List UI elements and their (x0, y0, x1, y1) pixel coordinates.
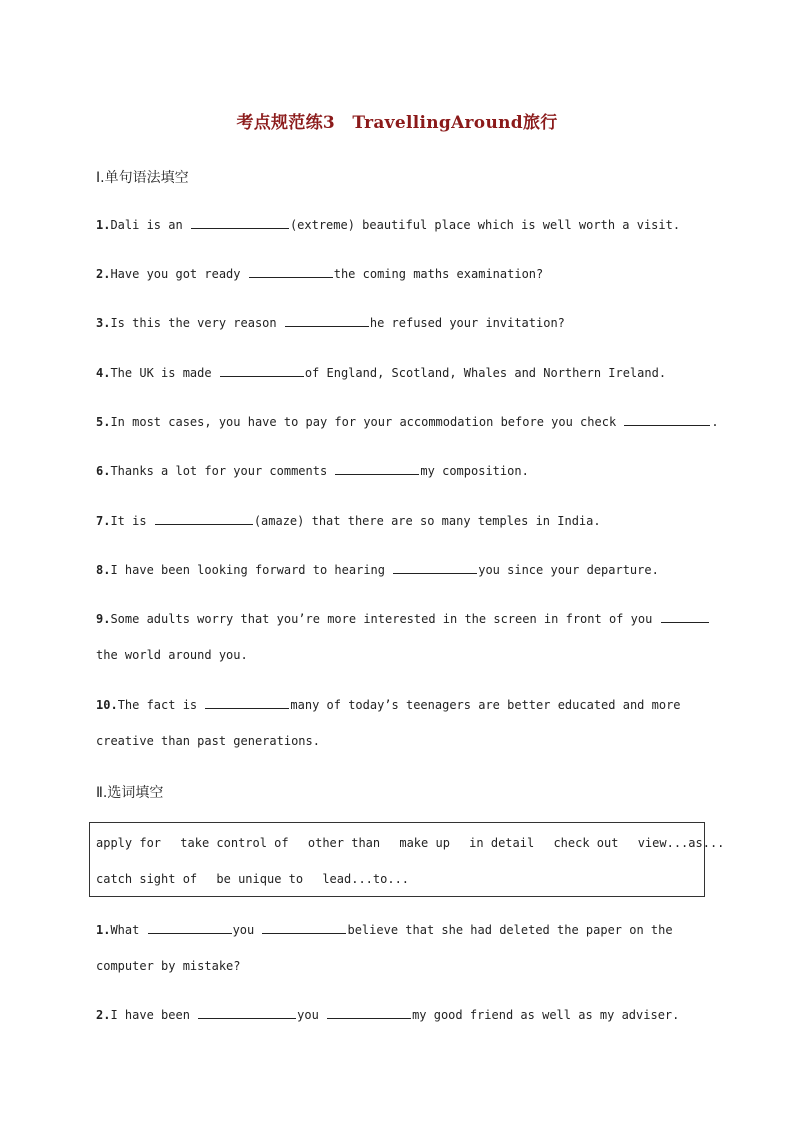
word-bank-box (89, 822, 725, 897)
question-number: 3. (96, 316, 111, 330)
question-8 (96, 552, 708, 588)
question-text: Dali is an (110, 218, 190, 232)
question-text: (extreme) beautiful place which is well worth a visit. (289, 218, 681, 232)
section-1-heading: Ⅰ.单句语法填空 (96, 170, 189, 186)
section-2-question-1-continued: computer by mistake? (96, 959, 241, 973)
question-text: Is this the very reason (110, 316, 284, 330)
answer-blank[interactable] (205, 695, 289, 709)
question-10 (96, 687, 708, 723)
question-number: 4. (96, 366, 111, 380)
question-10-continued: creative than past generations. (96, 734, 320, 748)
answer-blank[interactable] (191, 215, 289, 229)
word-bank-item: check out (553, 836, 619, 850)
section-2-question-1 (96, 912, 708, 948)
question-text: believe that she had deleted the paper on the (347, 923, 673, 937)
question-text: you (232, 923, 262, 937)
answer-blank[interactable] (285, 313, 369, 327)
question-text: (amaze) that there are so many temples in India. (253, 514, 601, 528)
question-text: my good friend as well as my adviser. (412, 1008, 680, 1022)
question-text: In most cases, you have to pay for your accommodation before you check (110, 415, 624, 429)
word-bank-item: other than (307, 836, 381, 850)
answer-blank[interactable] (327, 1005, 411, 1019)
question-text: my composition. (420, 464, 529, 478)
question-text: many of today’s teenagers are better educated and more (290, 698, 681, 712)
question-text: The fact is (117, 698, 205, 712)
question-number: 8. (96, 563, 111, 577)
word-bank-item: take control of (180, 836, 289, 850)
answer-blank[interactable] (249, 264, 333, 278)
section-2-question-2 (96, 997, 708, 1033)
question-text: I have been looking forward to hearing (110, 563, 393, 577)
answer-blank[interactable] (262, 920, 346, 934)
question-number: 1. (96, 923, 111, 937)
question-4 (96, 355, 708, 391)
question-number: 5. (96, 415, 111, 429)
answer-blank[interactable] (148, 920, 232, 934)
word-bank-item: make up (399, 836, 450, 850)
answer-blank[interactable] (198, 1005, 296, 1019)
question-number: 2. (96, 1008, 111, 1022)
question-text: What (110, 923, 147, 937)
answer-blank[interactable] (220, 363, 304, 377)
question-text: you (297, 1008, 327, 1022)
word-bank-item: be unique to (216, 872, 304, 886)
word-bank-item: in detail (469, 836, 535, 850)
question-6 (96, 453, 708, 489)
question-7 (96, 503, 708, 539)
question-9 (96, 601, 708, 637)
question-number: 1. (96, 218, 111, 232)
word-bank-item: lead...to... (322, 872, 410, 886)
answer-blank[interactable] (335, 461, 419, 475)
question-text: Some adults worry that you’re more interested in the screen in front of you (110, 612, 660, 626)
question-text: The UK is made (110, 366, 219, 380)
question-text: I have been (110, 1008, 198, 1022)
answer-blank[interactable] (661, 609, 709, 623)
word-bank-row-1 (96, 836, 736, 850)
question-text: the coming maths examination? (333, 267, 544, 281)
question-text: Have you got ready (110, 267, 248, 281)
answer-blank[interactable] (624, 412, 710, 426)
question-text: you since your departure. (478, 563, 659, 577)
question-text: It is (110, 514, 154, 528)
section-2-heading: Ⅱ.选词填空 (96, 785, 164, 801)
question-9-continued: the world around you. (96, 648, 248, 662)
word-bank-item: catch sight of (96, 872, 198, 886)
question-number: 10. (96, 698, 118, 712)
question-number: 7. (96, 514, 111, 528)
page-title: 考点规范练3 TravellingAround旅行 (236, 113, 558, 133)
question-3 (96, 305, 708, 341)
answer-blank[interactable] (155, 511, 253, 525)
question-text: Thanks a lot for your comments (110, 464, 335, 478)
question-number: 2. (96, 267, 111, 281)
question-text: . (711, 415, 719, 429)
question-text: of England, Scotland, Whales and Northern Ireland. (304, 366, 667, 380)
word-bank-row-2 (96, 872, 421, 886)
question-2 (96, 256, 708, 292)
question-number: 9. (96, 612, 111, 626)
word-bank-item: apply for (96, 836, 162, 850)
answer-blank[interactable] (393, 560, 477, 574)
word-bank-item: view...as... (637, 836, 725, 850)
question-number: 6. (96, 464, 111, 478)
question-1 (96, 207, 708, 243)
question-text: he refused your invitation? (369, 316, 565, 330)
question-5 (96, 404, 719, 440)
